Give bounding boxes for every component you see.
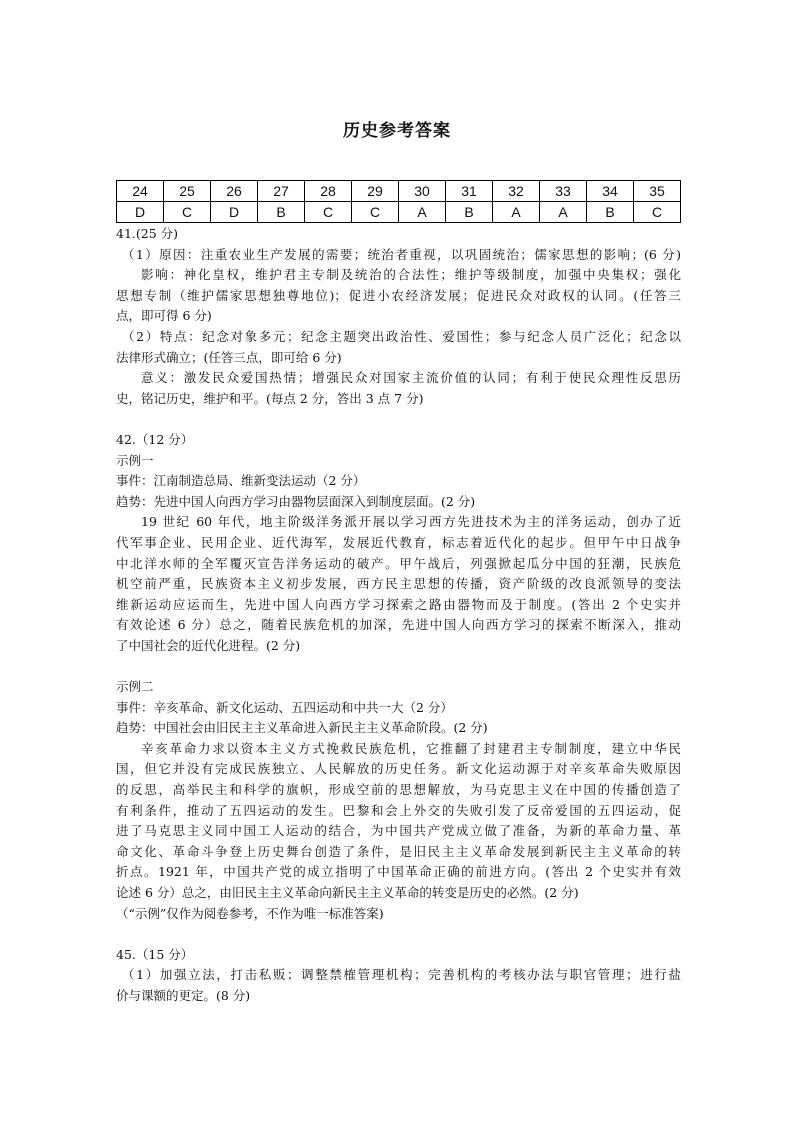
text-line: 思想专制（维护儒家思想独尊地位)；促进小农经济发展；促进民众对政权的认同。(任答三	[116, 287, 681, 303]
question-number-cell: 30	[399, 181, 446, 202]
text-line: 论述 6 分）总之，由旧民主主义革命向新民主主义革命的转变是历史的必然。(2 分)	[116, 885, 579, 900]
text-line: 折点。1921 年，中国共产党的成立指明了中国革命正确的前进方向。(答出 2 个史实并有效	[116, 864, 681, 880]
text-line: 有效论述 6 分）总之，随着民族危机的加深，先进中国人向西方学习的探索不断深入，推动	[116, 617, 681, 633]
text-line: 的反思，高举民主和科学的旗帜，形成空前的思想解放，为马克思主义在中国的传播创造了	[116, 782, 681, 798]
text-line: 中北洋水师的全军覆灭宣告洋务运动的破产。甲午战后，列强掀起瓜分中国的狂潮，民族危	[116, 555, 681, 571]
answer-cell: C	[634, 202, 681, 223]
question-number-cell: 28	[305, 181, 352, 202]
text-line: 42.（12 分）	[116, 431, 194, 447]
question-number-cell: 35	[634, 181, 681, 202]
text-line: （“示例”仅作为阅卷参考，不作为唯一标准答案)	[116, 905, 384, 921]
text-line: 国，但它并没有完成民族独立、人民解放的历史任务。新文化运动源于对辛亥革命失败原因	[116, 761, 681, 777]
text-line: 趋势：先进中国人向西方学习由器物层面深入到制度层面。(2 分)	[116, 493, 476, 509]
text-line: 示例二	[116, 679, 154, 695]
text-line: 代军事企业、民用企业、近代海军，发展近代教育，标志着近代化的起步。但甲午中日战争	[116, 534, 681, 550]
question-number-cell: 27	[258, 181, 305, 202]
text-line: 影响：神化皇权，维护君主专制及统治的合法性；维护等级制度，加强中央集权；强化	[141, 267, 681, 283]
text-line: 史，铭记历史，维护和平。(每点 2 分，答出 3 点 7 分)	[116, 390, 424, 406]
answer-cell: A	[493, 202, 540, 223]
text-line: 进了马克思主义同中国工人运动的结合，为中国共产党成立做了准备，为新的革命力量、革	[116, 823, 681, 839]
answer-table	[116, 180, 681, 223]
question-number-cell: 32	[493, 181, 540, 202]
question-number-cell: 31	[446, 181, 493, 202]
text-line: 45.（15 分）	[116, 946, 194, 962]
blank-line	[116, 924, 681, 945]
answer-row	[117, 202, 681, 223]
page-title: 历史参考答案	[343, 121, 451, 141]
text-line: 有利条件，推动了五四运动的发生。巴黎和会上外交的失败引发了反帝爱国的五四运动，促	[116, 802, 681, 818]
text-line: 19 世纪 60 年代，地主阶级洋务派开展以学习西方先进技术为主的洋务运动，创办了近	[141, 514, 681, 530]
answer-cell: C	[164, 202, 211, 223]
answer-cell: C	[352, 202, 399, 223]
answer-cell: D	[117, 202, 164, 223]
text-line: 示例一	[116, 452, 154, 468]
text-line: 意义：激发民众爱国热情；增强民众对国家主流价值的认同；有利于使民众理性反思历	[141, 370, 681, 386]
question-number-cell: 29	[352, 181, 399, 202]
text-line: 了中国社会的近代化进程。(2 分)	[116, 637, 301, 653]
question-number-cell: 25	[164, 181, 211, 202]
text-line: （2）特点：纪念对象多元；纪念主题突出政治性、爱国性；参与纪念人员广泛化；纪念以	[122, 328, 681, 344]
text-line: 趋势：中国社会由旧民主主义革命进入新民主主义革命阶段。(2 分)	[116, 720, 488, 736]
question-number-cell: 34	[587, 181, 634, 202]
text-line: 事件：辛亥革命、新文化运动、五四运动和中共一大（2 分）	[116, 699, 453, 715]
answer-cell: D	[211, 202, 258, 223]
answer-cell: A	[540, 202, 587, 223]
answer-cell: A	[399, 202, 446, 223]
text-line: （1）原因：注重农业生产发展的需要；统治者重视，以巩固统治；儒家思想的影响；(6 分)	[122, 246, 681, 262]
question-number-cell: 24	[117, 181, 164, 202]
text-line: 命文化、革命斗争登上历史舞台创造了条件，是旧民主主义革命发展到新民主主义革命的转	[116, 843, 681, 859]
blank-line	[116, 409, 681, 430]
answer-cell: C	[305, 202, 352, 223]
question-number-row	[117, 181, 681, 202]
question-number-cell: 33	[540, 181, 587, 202]
text-line: 价与课额的更定。(8 分)	[116, 987, 251, 1003]
text-line: （1）加强立法，打击私贩；调整禁榷管理机构；完善机构的考核办法与职官管理；进行盐	[122, 967, 681, 983]
text-line: 事件：江南制造总局、维新变法运动（2 分）	[116, 473, 366, 489]
text-line: 点，即可得 6 分)	[116, 308, 212, 324]
text-line: 法律形式确立；(任答三点，即可给 6 分)	[116, 349, 342, 365]
answer-cell: B	[446, 202, 493, 223]
text-line: 辛亥革命力求以资本主义方式挽救民族危机，它推翻了封建君主专制制度，建立中华民	[141, 740, 681, 756]
question-number-cell: 26	[211, 181, 258, 202]
text-line: 机空前严重，民族资本主义初步发展，西方民主思想的传播，资产阶级的改良派领导的变法	[116, 576, 681, 592]
answer-content	[116, 224, 681, 1007]
text-line: 维新运动应运而生，先进中国人向西方学习探索之路由器物而及于制度。(答出 2 个史实并	[116, 596, 681, 612]
answer-cell: B	[258, 202, 305, 223]
answer-cell: B	[587, 202, 634, 223]
text-line: 41.(25 分)	[116, 226, 179, 241]
blank-line	[116, 656, 681, 677]
